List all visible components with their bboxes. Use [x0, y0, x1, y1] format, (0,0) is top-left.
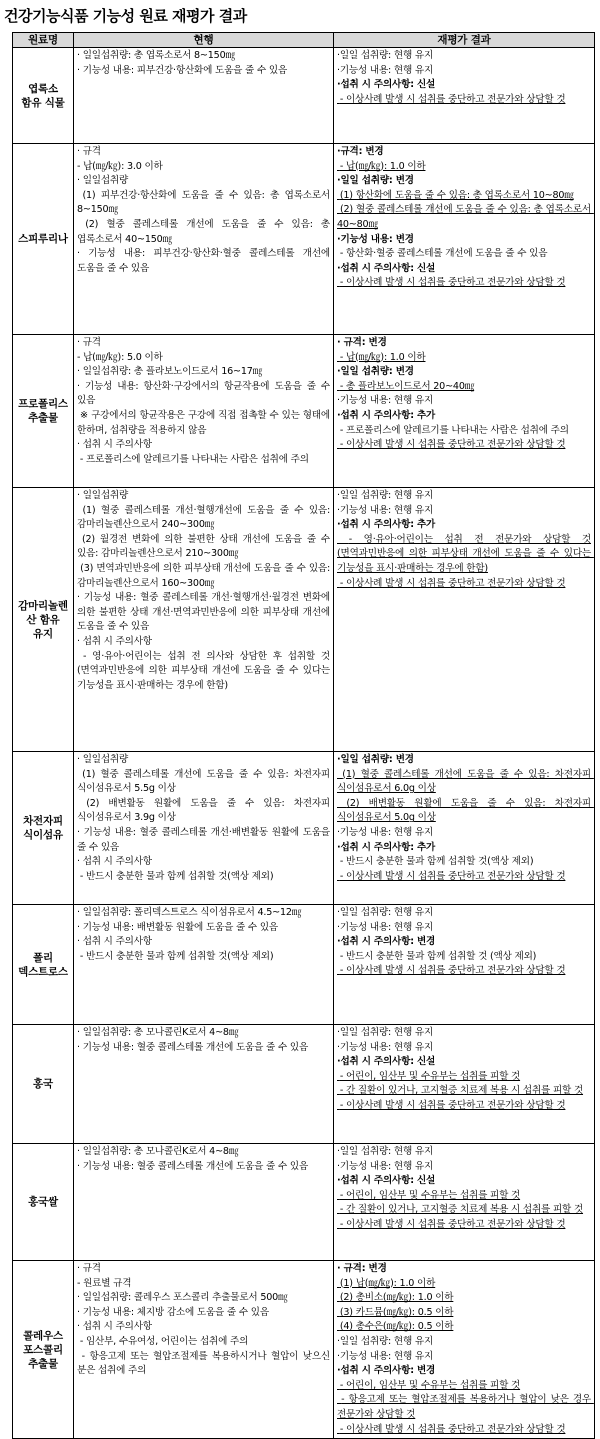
current-spec-line: · 일일섭취량: 폴리덱스트로스 식이섬유로서 4.5~12㎎	[77, 907, 302, 918]
current-spec-line: · 일일섭취량: 총 모나콜린K로서 4~8㎎	[77, 1027, 239, 1038]
result-line: · 규격: 변경	[337, 337, 387, 348]
ingredient-name: 차전자피 식이섬유	[23, 815, 63, 841]
reevaluation-result-cell	[334, 1261, 595, 1439]
current-spec-cell	[74, 1261, 334, 1439]
result-line: (1) 납(㎎/㎏): 1.0 이하	[337, 1277, 436, 1289]
result-line: - 이상사례 발생 시 섭취를 중단하고 전문가와 상담할 것	[337, 1099, 566, 1111]
ingredient-name: 홍국쌀	[28, 1196, 58, 1208]
current-spec-line: - 납(㎎/㎏): 5.0 이하	[77, 351, 163, 363]
current-spec-line: - 원료별 규격	[77, 1277, 132, 1289]
current-spec-line: - 임산부, 수유여성, 어린이는 섭취에 주의	[77, 1335, 249, 1347]
table-row	[13, 752, 595, 905]
current-spec-line: · 기능성 내용: 피부건강·항산화·혈중 콜레스테롤 개선에 도움을 줄 수 있음	[77, 248, 333, 274]
result-line: ·일일 섭취량: 변경	[337, 366, 414, 378]
result-line: - 이상사례 발생 시 섭취를 중단하고 전문가와 상담할 것	[337, 965, 566, 977]
current-spec-line: · 기능성 내용: 체지방 감소에 도움을 줄 수 있음	[77, 1306, 269, 1318]
table-row	[13, 1144, 595, 1261]
current-spec-line: - 항응고제 또는 혈압조절제를 복용하시거나 혈압이 낮으신 분은 섭취에 주의	[77, 1350, 333, 1377]
current-spec-line: · 기능성 내용: 항산화·구강에서의 항균작용에 도움을 줄 수 있음	[77, 380, 333, 407]
result-line: ·기능성 내용: 현행 유지	[337, 1041, 434, 1053]
result-line: - 이상사례 발생 시 섭취를 중단하고 전문가와 상담할 것	[337, 277, 566, 289]
header-current: 현행	[74, 33, 334, 48]
result-line: ·일일 섭취량: 현행 유지	[337, 1146, 434, 1157]
result-line: - 항응고제 또는 혈압조절제를 복용하거나 혈압이 낮은 경우 전문가와 상담할 것	[337, 1394, 594, 1420]
result-line: ·일일 섭취량: 현행 유지	[337, 50, 434, 61]
ingredient-name-cell	[13, 1025, 74, 1144]
current-spec-cell	[74, 144, 334, 335]
reevaluation-result-cell	[334, 752, 595, 905]
result-line: ·섭취 시 주의사항: 신설	[337, 1175, 436, 1187]
result-line: ·섭취 시 주의사항: 신설	[337, 79, 436, 91]
current-spec-line: (1) 피부건강·항산화에 도움을 줄 수 있음: 총 엽록소로서 8~150㎎	[77, 189, 333, 216]
result-line: - 반드시 충분한 물과 함께 섭취할 것 (액상 제외)	[337, 950, 537, 962]
result-line: ·일일 섭취량: 변경	[337, 175, 414, 187]
current-spec-line: · 기능성 내용: 피부건강·항산화에 도움을 줄 수 있음	[77, 64, 288, 76]
current-spec-line: ※ 구강에서의 항균작용은 구강에 직접 접촉할 수 있는 형태에 한하며, 섭취량을 적용하지 않음	[77, 409, 333, 436]
current-spec-line: (2) 혈중 콜레스테롤 개선에 도움을 줄 수 있음: 총 엽록소로서 40~150㎎	[77, 218, 333, 245]
current-spec-line: · 일일섭취량: 총 모나콜린K로서 4~8㎎	[77, 1146, 239, 1157]
ingredient-name-cell	[13, 1261, 74, 1439]
result-line: ·섭취 시 주의사항: 변경	[337, 936, 436, 948]
ingredient-name: 감마리놀렌산 함유 유지	[18, 599, 68, 640]
result-line: ·기능성 내용: 현행 유지	[337, 1160, 434, 1172]
result-line: ·기능성 내용: 현행 유지	[337, 504, 434, 516]
result-line: - 어린이, 임산부 및 수유부는 섭취를 피할 것	[337, 1189, 521, 1201]
table-row	[13, 1261, 595, 1439]
current-spec-line: · 일일섭취량: 총 플라보노이드로서 16~17㎎	[77, 366, 263, 378]
current-spec-line: - 반드시 충분한 물과 함께 섭취할 것(액상 제외)	[77, 950, 274, 962]
result-line: ·기능성 내용: 현행 유지	[337, 395, 434, 407]
header-reevaluation-result: 재평가 결과	[334, 33, 595, 48]
result-line: (3) 카드뮴(㎎/㎏): 0.5 이하	[337, 1306, 454, 1318]
result-line: ·기능성 내용: 현행 유지	[337, 826, 434, 838]
current-spec-line: · 기능성 내용: 혈중 콜레스테롤 개선·배변활동 원활에 도움을 줄 수 있음	[77, 826, 333, 853]
result-line: ·섭취 시 주의사항: 신설	[337, 262, 436, 274]
result-line: (2) 배변활동 원활에 도움을 줄 수 있음: 차전자피 식이섬유로서 5.0g 이상	[337, 797, 594, 824]
table-row	[13, 144, 595, 335]
result-line: ·섭취 시 주의사항: 신설	[337, 1056, 436, 1068]
ingredient-name-cell	[13, 1144, 74, 1261]
result-line: - 프로폴리스에 알레르기를 나타내는 사람은 섭취에 주의	[337, 424, 569, 436]
current-spec-line: · 섭취 시 주의사항	[77, 439, 152, 451]
current-spec-line: · 일일섭취량	[77, 175, 129, 187]
result-line: ·일일 섭취량: 현행 유지	[337, 1027, 434, 1038]
ingredient-name: 폴리 덱스트로스	[18, 951, 68, 978]
current-spec-line: · 규격	[77, 337, 101, 348]
current-spec-line: · 일일섭취량	[77, 490, 129, 501]
table-row	[13, 905, 595, 1025]
current-spec-line: (2) 월경전 변화에 의한 불편한 상태 개선에 도움을 줄 수 있음: 감마리놀렌산으로서 210~300㎎	[77, 533, 333, 560]
current-spec-cell	[74, 488, 334, 752]
current-spec-cell	[74, 48, 334, 144]
result-line: - 이상사례 발생 시 섭취를 중단하고 전문가와 상담할 것	[337, 870, 566, 882]
current-spec-line: · 기능성 내용: 혈중 콜레스테롤 개선에 도움을 줄 수 있음	[77, 1041, 309, 1053]
ingredient-name: 스피루리나	[18, 233, 68, 245]
ingredient-name: 홍국	[33, 1078, 53, 1090]
result-line: ·섭취 시 주의사항: 추가	[337, 519, 436, 531]
result-line: (4) 총수은(㎎/㎏): 0.5 이하	[337, 1321, 454, 1333]
ingredient-name-cell	[13, 488, 74, 752]
table-row	[13, 1025, 595, 1144]
ingredient-name: 프로폴리스 추출물	[18, 398, 68, 424]
current-spec-line: · 일일섭취량: 총 엽록소로서 8~150㎎	[77, 50, 235, 61]
result-line: - 항산화·혈중 콜레스테롤 개선에 도움을 줄 수 있음	[337, 248, 548, 260]
current-spec-line: · 일일섭취량	[77, 754, 129, 765]
ingredient-name: 엽록소 함유 식물	[21, 82, 65, 109]
current-spec-line: - 프로폴리스에 알레르기를 나타내는 사람은 섭취에 주의	[77, 453, 309, 465]
current-spec-line: (2) 배변활동 원활에 도움을 줄 수 있음: 차전자피 식이섬유로서 3.9g 이상	[77, 797, 333, 824]
current-spec-line: · 기능성 내용: 혈중 콜레스테롤 개선에 도움을 줄 수 있음	[77, 1160, 309, 1172]
result-line: · 규격: 변경	[337, 1263, 387, 1274]
result-line: - 어린이, 임산부 및 수유부는 섭취를 피할 것	[337, 1379, 521, 1391]
result-line: - 간 질환이 있거나, 고지혈증 치료제 복용 시 섭취를 피할 것	[337, 1204, 584, 1216]
table-row	[13, 335, 595, 488]
current-spec-cell	[74, 752, 334, 905]
current-spec-line: · 섭취 시 주의사항	[77, 1321, 152, 1333]
result-line: - 총 플라보노이드로서 20~40㎎	[337, 380, 475, 392]
result-line: ·기능성 내용: 현행 유지	[337, 64, 434, 76]
current-spec-line: (1) 혈중 콜레스테롤 개선·혈행개선에 도움을 줄 수 있음: 감마리놀렌산으로서 240~300㎎	[77, 504, 333, 531]
table-row	[13, 488, 595, 752]
current-spec-cell	[74, 335, 334, 488]
current-spec-line: · 규격	[77, 1263, 101, 1274]
result-line: ·기능성 내용: 현행 유지	[337, 921, 434, 933]
result-line: - 반드시 충분한 물과 함께 섭취할 것(액상 제외)	[337, 856, 534, 868]
result-line: - 이상사례 발생 시 섭취를 중단하고 전문가와 상담할 것	[337, 439, 566, 451]
result-line: ·섭취 시 주의사항: 추가	[337, 409, 436, 421]
ingredient-name-cell	[13, 752, 74, 905]
current-spec-line: · 섭취 시 주의사항	[77, 856, 152, 868]
result-line: - 납(㎎/㎏): 1.0 이하	[337, 160, 426, 172]
ingredient-name-cell	[13, 48, 74, 144]
result-line: ·일일 섭취량: 현행 유지	[337, 907, 434, 918]
current-spec-line: · 기능성 내용: 배변활동 원활에 도움을 줄 수 있음	[77, 921, 278, 933]
result-line: ·일일 섭취량: 현행 유지	[337, 1335, 434, 1347]
current-spec-line: - 납(㎎/㎏): 3.0 이하	[77, 160, 163, 172]
current-spec-line: · 기능성 내용: 혈중 콜레스테롤 개선·혈행개선·월경전 변화에 의한 불편한 상태 개선·면역과민반응에 의한 피부상태 개선에 도움을 줄 수 있음	[77, 592, 333, 633]
result-line: (2) 혈중 콜레스테롤 개선에 도움을 줄 수 있음: 총 엽록소로서 40~80㎎	[337, 204, 594, 230]
result-line: (1) 항산화에 도움을 줄 수 있음: 총 엽록소로서 10~80㎎	[337, 189, 574, 201]
ingredient-name-cell	[13, 144, 74, 335]
result-line: (2) 총비소(㎎/㎏): 1.0 이하	[337, 1292, 454, 1304]
result-line: ·일일 섭취량: 변경	[337, 754, 414, 765]
result-line: - 이상사례 발생 시 섭취를 중단하고 전문가와 상담할 것	[337, 1423, 566, 1435]
current-spec-line: · 일일섭취량: 콜레우스 포스콜리 추출물로서 500㎎	[77, 1292, 288, 1304]
result-line: ·규격: 변경	[337, 146, 384, 157]
result-line: - 납(㎎/㎏): 1.0 이하	[337, 351, 426, 363]
result-line: - 이상사례 발생 시 섭취를 중단하고 전문가와 상담할 것	[337, 93, 566, 105]
result-line: ·섭취 시 주의사항: 추가	[337, 841, 436, 853]
result-line: (1) 혈중 콜레스테롤 개선에 도움을 줄 수 있음: 차전자피 식이섬유로서 6.0g 이상	[337, 768, 594, 795]
result-line: - 영·유아·어린이는 섭취 전 전문가와 상담할 것(면역과민반응에 의한 피부상태 개선에 도움을 줄 수 있다는 기능성을 표시·판매하는 경우에 한함)	[337, 533, 594, 574]
current-spec-cell	[74, 905, 334, 1025]
ingredient-name-cell	[13, 905, 74, 1025]
reevaluation-result-cell	[334, 488, 595, 752]
current-spec-line: · 섭취 시 주의사항	[77, 635, 152, 647]
current-spec-cell	[74, 1025, 334, 1144]
reevaluation-result-cell	[334, 144, 595, 335]
table-header-row	[13, 33, 595, 48]
document-title: 건강기능식품 기능성 원료 재평가 결과	[4, 7, 247, 25]
result-line: ·섭취 시 주의사항: 변경	[337, 1365, 436, 1377]
current-spec-line: - 반드시 충분한 물과 함께 섭취할 것(액상 제외)	[77, 870, 274, 882]
reevaluation-result-cell	[334, 48, 595, 144]
current-spec-line: · 섭취 시 주의사항	[77, 936, 152, 948]
current-spec-cell	[74, 1144, 334, 1261]
current-spec-line: - 영·유아·어린이는 섭취 전 의사와 상담한 후 섭취할 것(면역과민반응에 의한 피부상태 개선에 도움을 줄 수 있다는 기능성을 표시·판매하는 경우에 한함)	[77, 650, 333, 691]
result-line: - 이상사례 발생 시 섭취를 중단하고 전문가와 상담할 것	[337, 1218, 566, 1230]
reevaluation-result-cell	[334, 1144, 595, 1261]
header-ingredient-name: 원료명	[13, 33, 74, 48]
reevaluation-table	[12, 32, 595, 1439]
ingredient-name: 콜레우스 포스콜리 추출물	[23, 1329, 63, 1370]
result-line: - 이상사례 발생 시 섭취를 중단하고 전문가와 상담할 것	[337, 577, 566, 589]
result-line: ·기능성 내용: 변경	[337, 233, 414, 245]
result-line: ·기능성 내용: 현행 유지	[337, 1350, 434, 1362]
current-spec-line: (3) 면역과민반응에 의한 피부상태 개선에 도움을 줄 수 있음: 감마리놀렌산으로서 160~300㎎	[77, 562, 333, 589]
table-body	[13, 48, 595, 1439]
result-line: - 어린이, 임산부 및 수유부는 섭취를 피할 것	[337, 1070, 521, 1082]
reevaluation-result-cell	[334, 905, 595, 1025]
reevaluation-result-cell	[334, 1025, 595, 1144]
result-line: ·일일 섭취량: 현행 유지	[337, 490, 434, 501]
reevaluation-result-cell	[334, 335, 595, 488]
current-spec-line: (1) 혈중 콜레스테롤 개선에 도움을 줄 수 있음: 차전자피 식이섬유로서 5.5g 이상	[77, 768, 333, 795]
result-line: - 간 질환이 있거나, 고지혈증 치료제 복용 시 섭취를 피할 것	[337, 1085, 584, 1097]
ingredient-name-cell	[13, 335, 74, 488]
table-row	[13, 48, 595, 144]
current-spec-line: · 규격	[77, 146, 101, 157]
